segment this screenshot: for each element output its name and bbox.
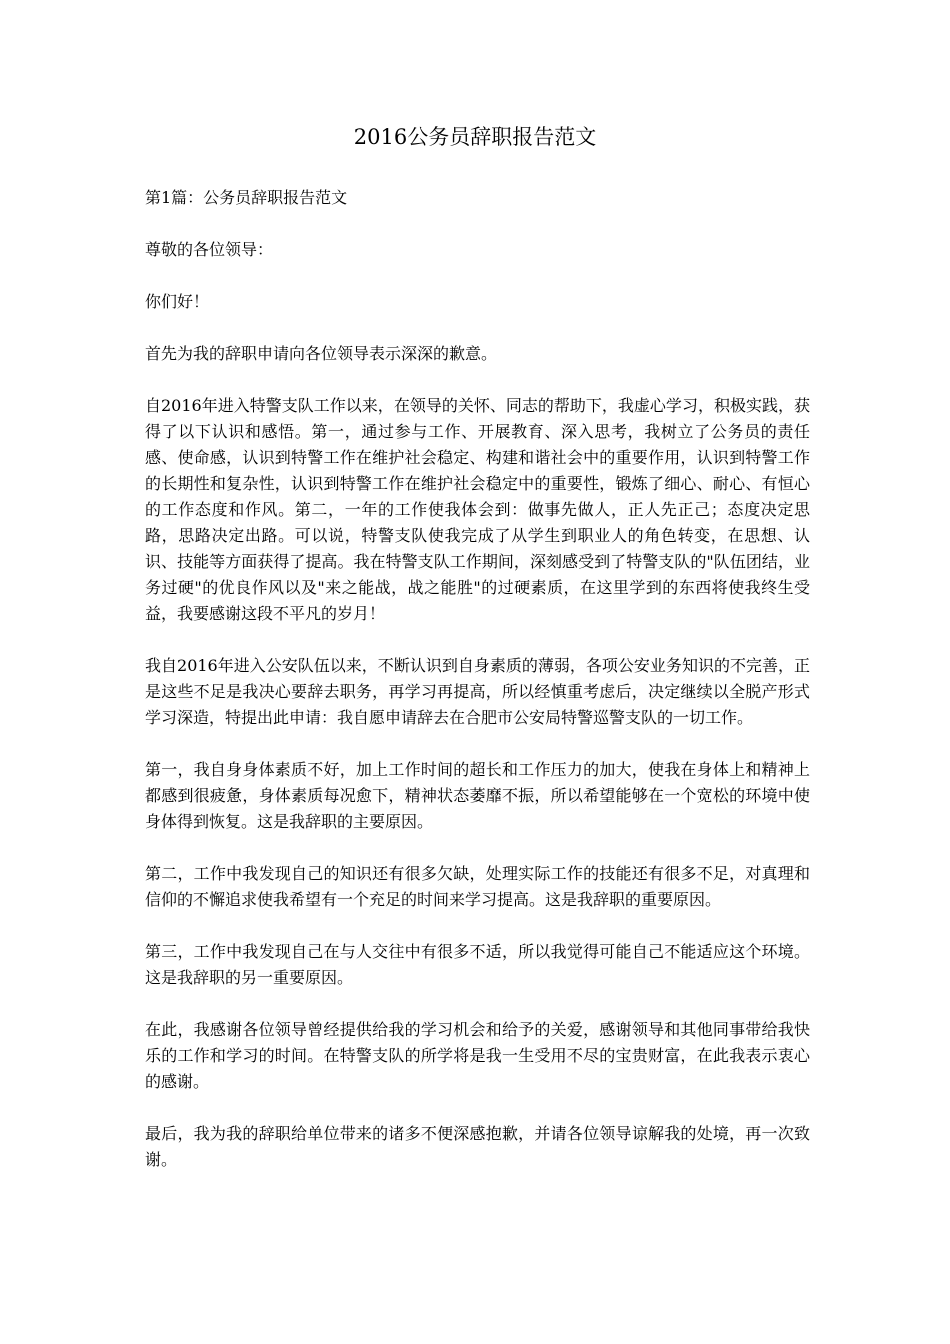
body-paragraph: 第一，我自身身体素质不好，加上工作时间的超长和工作压力的加大，使我在身体上和精神上都感到很疲惫，身体素质每况愈下，精神状态萎靡不振，所以希望能够在一个宽松的环境中使身体得到恢复。这是我辞职的主要原因。 [145, 760, 810, 831]
body-paragraph: 我自2016年进入公安队伍以来，不断认识到自身素质的薄弱，各项公安业务知识的不完善，正是这些不足是我决心要辞去职务，再学习再提高，所以经慎重考虑后，决定继续以全脱产形式学习深造，特提出此申请：我自愿申请辞去在合肥市公安局特警巡警支队的一切工作。 [145, 656, 810, 727]
body-paragraph: 第三，工作中我发现自己在与人交往中有很多不适，所以我觉得可能自己不能适应这个环境。这是我辞职的另一重要原因。 [145, 942, 810, 987]
body-paragraph: 首先为我的辞职申请向各位领导表示深深的歉意。 [145, 344, 498, 363]
salutation: 尊敬的各位领导： [145, 240, 274, 259]
body-paragraph: 在此，我感谢各位领导曾经提供给我的学习机会和给予的关爱，感谢领导和其他同事带给我快乐的工作和学习的时间。在特警支队的所学将是我一生受用不尽的宝贵财富，在此我表示衷心的感谢。 [145, 1020, 810, 1091]
document-title: 2016公务员辞职报告范文 [353, 125, 597, 149]
document-body [145, 185, 810, 1199]
section-heading: 第1篇：公务员辞职报告范文 [145, 188, 348, 207]
body-paragraph: 第二，工作中我发现自己的知识还有很多欠缺，处理实际工作的技能还有很多不足，对真理和信仰的不懈追求使我希望有一个充足的时间来学习提高。这是我辞职的重要原因。 [145, 864, 810, 909]
body-paragraph: 自2016年进入特警支队工作以来，在领导的关怀、同志的帮助下，我虚心学习，积极实践，获得了以下认识和感悟。第一，通过参与工作、开展教育、深入思考，我树立了公务员的责任感、使命感，认识到特警工作在维护社会稳定、构建和谐社会中的重要作用，认识到特警工作的长期性和复杂性，认识到特警工作在维护社会稳定中的重要性，锻炼了细心、耐心、有恒心的工作态度和作风。第二，一年的工作使我体会到：做事先做人，正人先正己；态度决定思路，思路决定出路。可以说，特警支队使我完成了从学生到职业人的角色转变，在思想、认识、技能等方面获得了提高。我在特警支队工作期间，深刻感受到了特警支队的"队伍团结，业务过硬"的优良作风以及"来之能战，战之能胜"的过硬素质，在这里学到的东西将使我终生受益，我要感谢这段不平凡的岁月！ [145, 396, 810, 623]
greeting: 你们好！ [145, 292, 210, 311]
closing-paragraph: 最后，我为我的辞职给单位带来的诸多不便深感抱歉，并请各位领导谅解我的处境，再一次致谢。 [145, 1124, 810, 1169]
